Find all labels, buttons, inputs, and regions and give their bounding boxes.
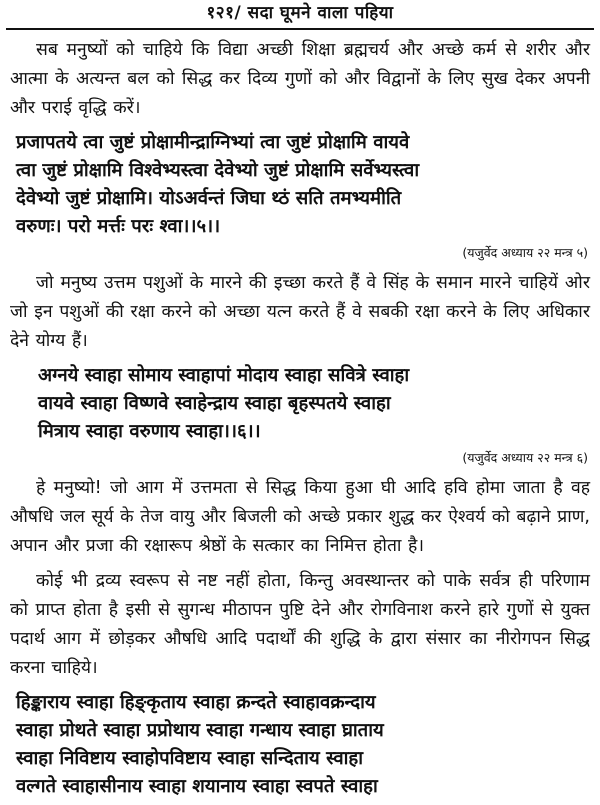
paragraph: हे मनुष्यो! जो आग में उत्तमता से सिद्ध किया हुआ घी आदि हवि होमा जाता है वह औषधि जल सूर्य के तेज वायु और बिजली को अच्छे प्रकार शुद्ध कर ऐश्वर्य को बढ़ाने प्राण, अपान और प्रजा की रक्षारूप श्रेष्ठों के सत्कार का निमित्त होता है। xyxy=(10,478,590,556)
verse-reference: (यजुर्वेद अध्याय २२ मन्त्र ६) xyxy=(462,450,588,465)
page-content xyxy=(10,36,590,805)
page-header: १२१/ सदा घूमने वाला पहिया xyxy=(6,0,594,30)
paragraph: कोई भी द्रव्य स्वरूप से नष्ट नहीं होता, किन्तु अवस्थान्तर को पाके सर्वत्र ही परिणाम को प्राप्त होता है इसी से सुगन्ध मीठापन पुष्टि देने और रोगविनाश करने हारे गुणों से युक्त पदार्थ आग में छोड़कर औषधि आदि पदार्थों की शुद्धि के द्वारा संसार का नीरोगपन सिद्ध करना चाहिये। xyxy=(10,571,590,678)
mantra-verse: अग्नये स्वाहा सोमाय स्वाहापां मोदाय स्वाहा सवित्रे स्वाहा वायवे स्वाहा विष्णवे स्वाहेन्द्राय स्वाहा बृहस्पतये स्वाहा मित्राय स्वाहा वरुणाय स्वाहा।।६।। xyxy=(38,365,410,442)
paragraph: सब मनुष्यों को चाहिये कि विद्या अच्छी शिक्षा ब्रह्मचर्य और अच्छे कर्म से शरीर और आत्मा के अत्यन्त बल को सिद्ध कर दिव्य गुणों को और विद्वानों के लिए सुख देकर अपनी और पराई वृद्धि करें। xyxy=(10,40,590,118)
mantra-verse: हिङ्काराय स्वाहा हिङ्कृताय स्वाहा क्रन्दते स्वाहावक्रन्दाय स्वाहा प्रोथते स्वाहा प्रप्रोथाय स्वाहा गन्धाय स्वाहा घ्राताय स्वाहा निविष्टाय स्वाहोपविष्टाय स्वाहा सन्दिताय स्वाहा वल्गते स्वाहासीनाय स्वाहा शयानाय स्वाहा स्वपते स्वाहा xyxy=(16,692,384,797)
paragraph: जो मनुष्य उत्तम पशुओं के मारने की इच्छा करते हैं वे सिंह के समान मारने चाहियें ओर जो इन पशुओं की रक्षा करने को अच्छा यत्न करते हैं वे सबकी रक्षा करने के लिए अधिकार देने योग्य हैं। xyxy=(10,273,590,351)
verse-reference: (यजुर्वेद अध्याय २२ मन्त्र ५) xyxy=(462,245,588,260)
mantra-verse: प्रजापतये त्वा जुष्टं प्रोक्षामीन्द्राग्निभ्यां त्वा जुष्टं प्रोक्षामि वायवे त्वा जुष्टं प्रोक्षामि विश्वेभ्यस्त्वा देवेभ्यो जुष्टं प्रोक्षामि सर्वेभ्यस्त्वा देवेभ्यो जुष्टं प्रोक्षामि। योऽअर्वन्तं जिघा थ्ठं सति तमभ्यमीति वरुणः। परो मर्त्तः परः श्वा।।५।। xyxy=(16,132,420,237)
